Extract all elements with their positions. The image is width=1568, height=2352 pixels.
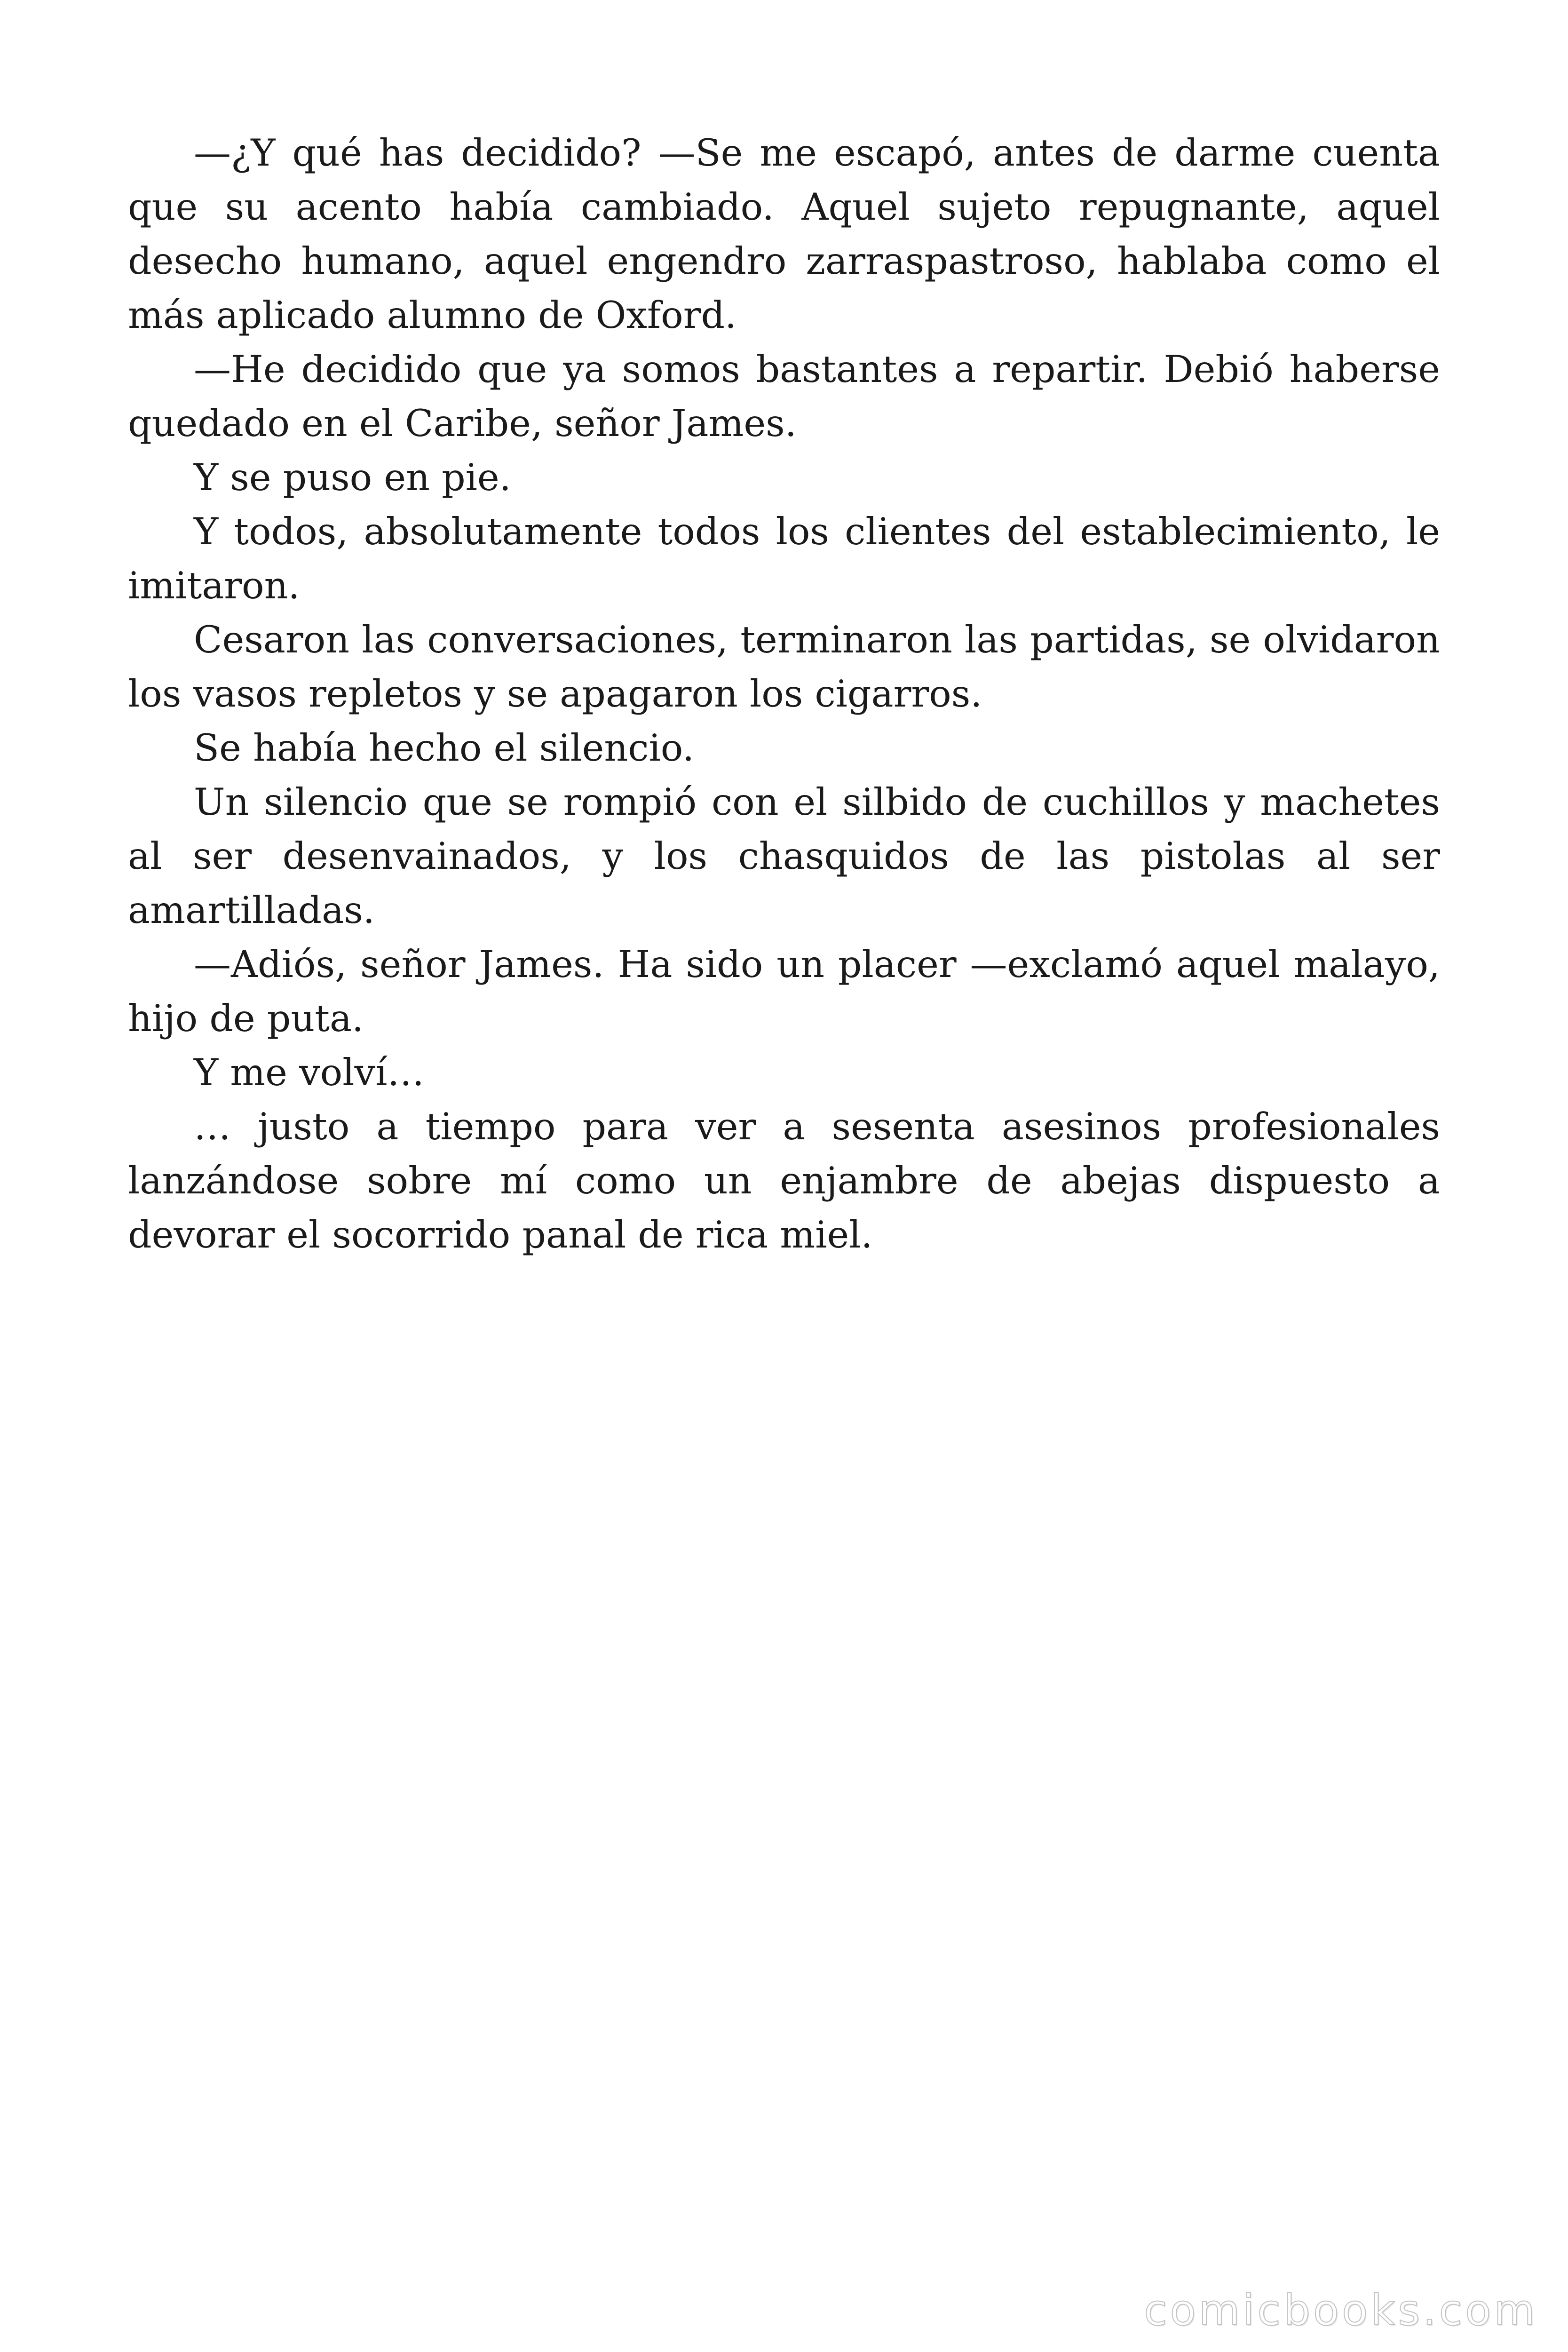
- paragraph: —Adiós, señor James. Ha sido un placer —exclamó aquel malayo, hijo de puta.: [128, 943, 1440, 1040]
- paragraph: Y se puso en pie.: [194, 456, 511, 499]
- paragraph: Un silencio que se rompió con el silbido de cuchillos y machetes al ser desenvainados, y los chasquidos de las pistolas al ser amartilladas.: [128, 780, 1440, 932]
- paragraph: Cesaron las conversaciones, terminaron las partidas, se olvidaron los vasos repletos y se apagaron los cigarros.: [128, 618, 1440, 715]
- paragraph: Y me volví…: [194, 1051, 425, 1094]
- watermark: comicbooks.com: [1144, 2286, 1538, 2335]
- paragraph: Se había hecho el silencio.: [194, 726, 695, 770]
- paragraph: … justo a tiempo para ver a sesenta asesinos profesionales lanzándose sobre mí como un enjambre de abejas dispuesto a devorar el socorrido panal de rica miel.: [128, 1105, 1440, 1256]
- body-text: [128, 126, 1440, 1262]
- paragraph: —He decidido que ya somos bastantes a repartir. Debió haberse quedado en el Caribe, señor James.: [128, 348, 1440, 445]
- paragraph: Y todos, absolutamente todos los clientes del establecimiento, le imitaron.: [128, 510, 1440, 607]
- paragraph: —¿Y qué has decidido? —Se me escapó, antes de darme cuenta que su acento había cambiado. Aquel sujeto repugnante, aquel desecho humano, aquel engendro zarraspastroso, hablaba como el más aplicado alumno de Oxford.: [128, 131, 1440, 337]
